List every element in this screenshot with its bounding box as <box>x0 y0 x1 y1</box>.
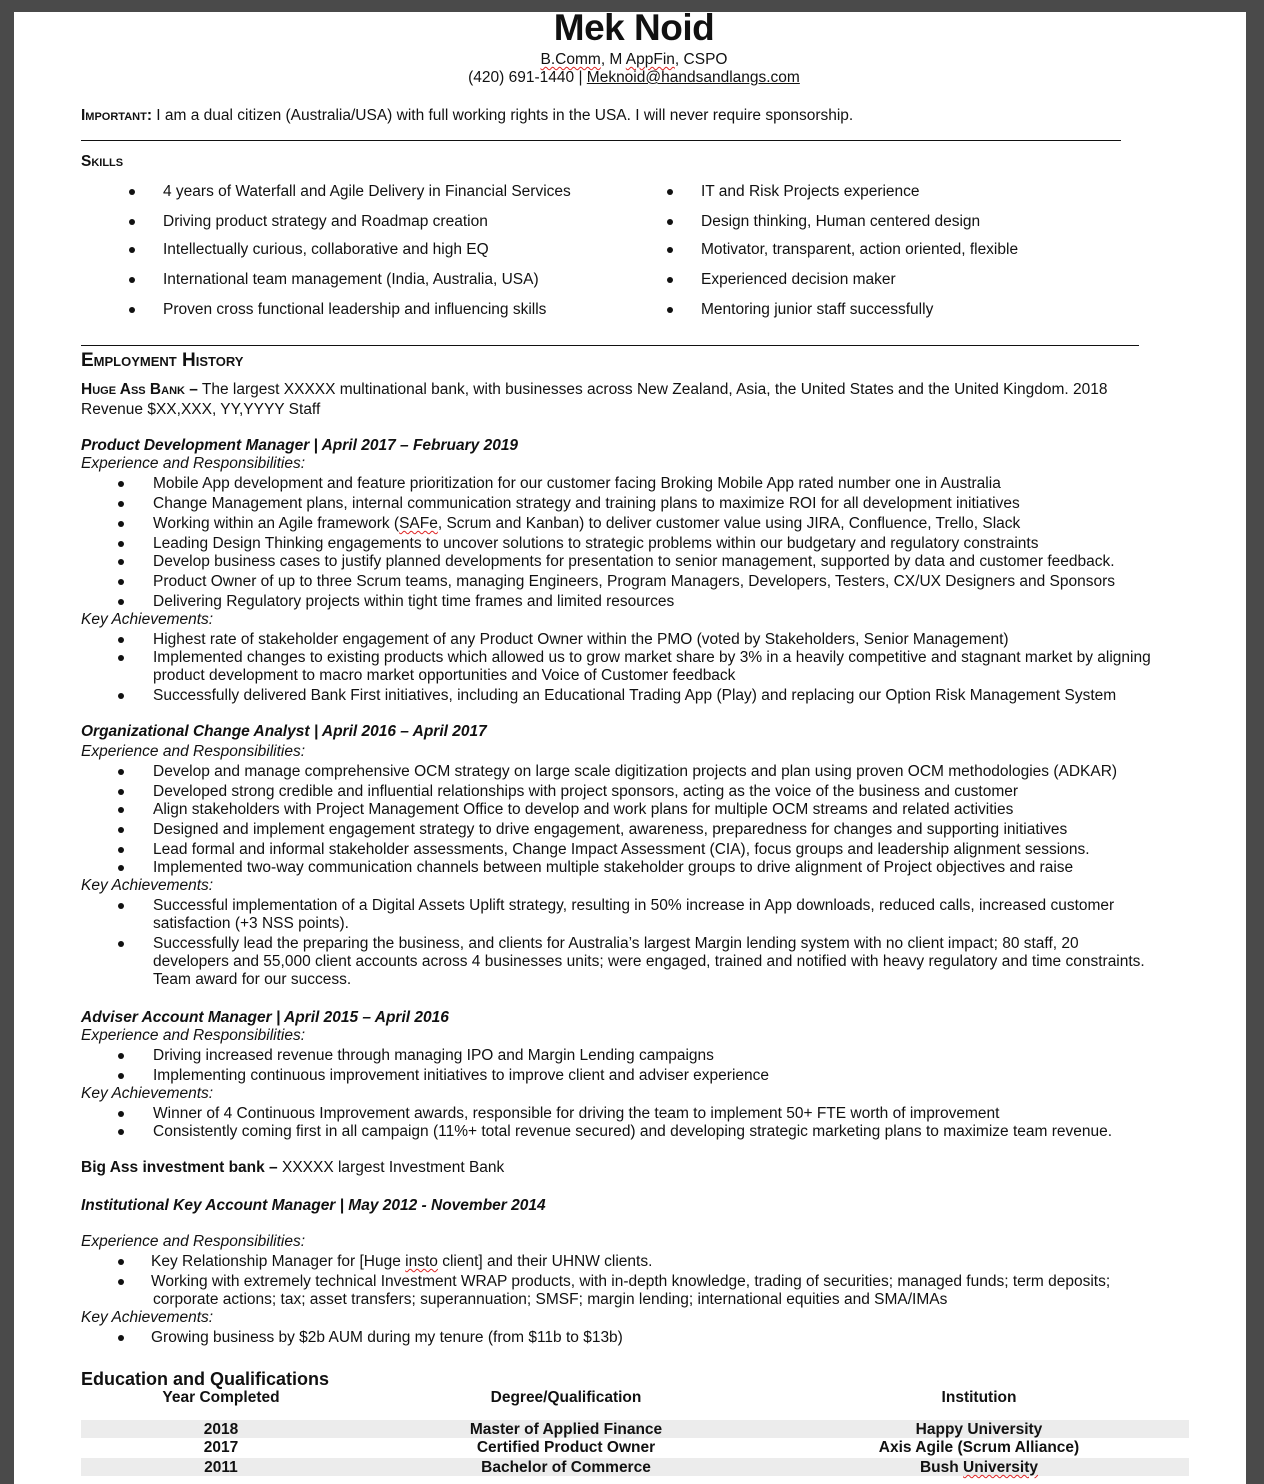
bullet <box>118 541 124 547</box>
achievement-item: Successfully delivered Bank First initiatives, including an Educational Trading App (Play) and replacing our Option Risk Management System <box>153 687 1117 704</box>
institution-cell: Axis Agile (Scrum Alliance) <box>878 1439 1080 1456</box>
divider <box>81 345 1139 346</box>
employment-heading: Employment History <box>81 350 244 371</box>
responsibility-item: Implementing continuous improvement initiatives to improve client and adviser experience <box>153 1067 770 1084</box>
responsibility-item: Working with extremely technical Investment WRAP products, with in-depth knowledge, trading of securities; managed funds; term deposits; <box>151 1273 1111 1290</box>
bullet <box>118 599 124 605</box>
responsibility-item: Leading Design Thinking engagements to uncover solutions to strategic problems within our budgetary and regulatory constraints <box>153 535 1039 552</box>
bullet <box>118 559 124 565</box>
bullet <box>118 941 124 947</box>
experience-label: Experience and Responsibilities: <box>81 1233 306 1250</box>
bullet <box>118 1111 124 1117</box>
bullet <box>118 637 124 643</box>
bullet <box>118 865 124 871</box>
responsibility-item: Delivering Regulatory projects within tight time frames and limited resources <box>153 593 675 610</box>
column-header: Year Completed <box>162 1389 280 1406</box>
column-header: Degree/Qualification <box>490 1389 642 1406</box>
bullet <box>118 807 124 813</box>
skill-item: 4 years of Waterfall and Agile Delivery in Financial Services <box>163 183 571 200</box>
bullet <box>667 219 673 225</box>
achievement-item-cont: product development to macro market opportunities and Voice of Customer feedback <box>153 667 736 684</box>
responsibility-item: Align stakeholders with Project Management Office to develop and work plans for multiple OCM streams and related activities <box>153 801 1014 818</box>
bullet <box>118 521 124 527</box>
achievement-item: Winner of 4 Continuous Improvement awards, responsible for driving the team to implement 50+ FTE worth of improvement <box>153 1105 1000 1122</box>
bullet <box>118 1279 124 1285</box>
achievement-item: Successfully lead the preparing the business, and clients for Australia’s largest Margin lending system with no client impact; 80 staff, 20 <box>153 935 1079 952</box>
skill-item: Driving product strategy and Roadmap creation <box>163 213 488 230</box>
resume-page <box>14 12 1246 1484</box>
bullet <box>118 655 124 661</box>
achievements-label: Key Achievements: <box>81 1085 214 1102</box>
year-cell: 2011 <box>204 1459 238 1476</box>
bullet <box>129 307 135 313</box>
responsibility-item: Key Relationship Manager for [Huge insto client] and their UHNW clients. <box>151 1253 653 1270</box>
bullet <box>667 277 673 283</box>
responsibility-item-cont: corporate actions; tax; asset transfers; superannuation; SMSF; margin lending; international equities and SMA/IMAs <box>153 1291 948 1308</box>
bullet <box>118 1129 124 1135</box>
bullet <box>118 693 124 699</box>
contact-line <box>14 69 1246 87</box>
responsibility-item: Develop and manage comprehensive OCM strategy on large scale digitization projects and plan using proven OCM methodologies (ADKAR) <box>153 763 1118 780</box>
responsibility-item: Mobile App development and feature prioritization for our customer facing Broking Mobile App rated number one in Australia <box>153 475 1001 492</box>
bullet <box>118 847 124 853</box>
experience-label: Experience and Responsibilities: <box>81 455 306 472</box>
bullet <box>118 903 124 909</box>
skill-item: IT and Risk Projects experience <box>701 183 920 200</box>
degree-cell: Bachelor of Commerce <box>481 1459 651 1476</box>
achievement-item: Growing business by $2b AUM during my tenure (from $11b to $13b) <box>151 1329 623 1346</box>
degree-cell: Master of Applied Finance <box>469 1421 663 1438</box>
experience-label: Experience and Responsibilities: <box>81 1027 306 1044</box>
responsibility-item: Lead formal and informal stakeholder assessments, Change Impact Assessment (CIA), focus groups and leadership alignment sessions. <box>153 841 1090 858</box>
achievements-label: Key Achievements: <box>81 877 214 894</box>
achievement-item: Successful implementation of a Digital Assets Uplift strategy, resulting in 50% increase in App downloads, reduced calls, increased customer <box>153 897 1115 914</box>
column-header: Institution <box>941 1389 1017 1406</box>
responsibility-item: Designed and implement engagement strategy to drive engagement, awareness, preparedness for changes and supporting initiatives <box>153 821 1068 838</box>
bullet <box>129 247 135 253</box>
company-description: Huge Ass Bank – The largest XXXXX multinational bank, with businesses across New Zealand, Asia, the United States and the United Kingdom. 2018 <box>81 381 1108 398</box>
company-description-cont: Revenue $XX,XXX, YY,YYYY Staff <box>81 401 321 418</box>
bullet <box>118 1053 124 1059</box>
credentials: B.Comm, M AppFin, CSPO <box>540 51 728 68</box>
bullet <box>118 1335 124 1341</box>
important-note: Important: I am a dual citizen (Australia/USA) with full working rights in the USA. I will never require sponsorship. <box>81 107 854 124</box>
skill-item: Mentoring junior staff successfully <box>701 301 934 318</box>
responsibility-item: Product Owner of up to three Scrum teams, managing Engineers, Program Managers, Developers, Testers, CX/UX Designers and Sponsors <box>153 573 1116 590</box>
phone-number: (420) 691-1440 | <box>468 69 587 86</box>
bullet <box>118 1073 124 1079</box>
responsibility-item: Driving increased revenue through managing IPO and Margin Lending campaigns <box>153 1047 714 1064</box>
year-cell: 2018 <box>203 1421 239 1438</box>
bullet <box>118 827 124 833</box>
experience-label: Experience and Responsibilities: <box>81 743 306 760</box>
responsibility-item: Develop business cases to justify planned developments for presentation to senior management, supported by data and customer feedback. <box>153 553 1115 570</box>
degree-cell: Certified Product Owner <box>476 1439 656 1456</box>
skill-item: International team management (India, Australia, USA) <box>163 271 539 288</box>
achievement-item-cont: Team award for our success. <box>153 971 352 988</box>
achievement-item-cont: developers and 55,000 client accounts across 4 businesses units; were engaged, trained and notified with heavy regulatory and time constraints. <box>153 953 1145 970</box>
job-title: Adviser Account Manager | April 2015 – April 2016 <box>81 1009 449 1026</box>
achievements-label: Key Achievements: <box>81 611 214 628</box>
bullet <box>118 789 124 795</box>
year-cell: 2017 <box>203 1439 239 1456</box>
institution-cell: Happy University <box>915 1421 1043 1438</box>
skill-item: Intellectually curious, collaborative and high EQ <box>163 241 489 258</box>
skill-item: Motivator, transparent, action oriented, flexible <box>701 241 1019 258</box>
candidate-name: Mek Noid <box>553 12 715 48</box>
skill-item: Experienced decision maker <box>701 271 896 288</box>
skill-item: Proven cross functional leadership and influencing skills <box>163 301 547 318</box>
institution-cell: Bush University <box>919 1459 1038 1476</box>
achievement-item: Consistently coming first in all campaign (11%+ total revenue secured) and developing strategic marketing plans to maximize team revenue. <box>153 1123 1113 1140</box>
bullet <box>129 189 135 195</box>
bullet <box>118 481 124 487</box>
education-heading: Education and Qualifications <box>81 1369 330 1389</box>
responsibility-item: Working within an Agile framework (SAFe, Scrum and Kanban) to deliver customer value using JIRA, Confluence, Trello, Slack <box>153 515 1021 532</box>
bullet <box>118 501 124 507</box>
bullet <box>118 769 124 775</box>
bullet <box>118 1259 124 1265</box>
job-title: Institutional Key Account Manager | May 2012 - November 2014 <box>81 1197 546 1214</box>
skill-item: Design thinking, Human centered design <box>701 213 981 230</box>
achievement-item: Highest rate of stakeholder engagement of any Product Owner within the PMO (voted by Stakeholders, Senior Management) <box>153 631 1009 648</box>
job-title: Product Development Manager | April 2017 – February 2019 <box>81 437 519 454</box>
achievement-item: Implemented changes to existing products which allowed us to grow market share by 3% in a heavily competitive and stagnant market by aligning <box>153 649 1151 666</box>
bullet <box>667 247 673 253</box>
achievement-item-cont: satisfaction (+3 NSS points). <box>153 915 349 932</box>
achievements-label: Key Achievements: <box>81 1309 214 1326</box>
bullet <box>118 579 124 585</box>
skills-heading: Skills <box>81 153 124 170</box>
bullet <box>129 277 135 283</box>
responsibility-item: Change Management plans, internal communication strategy and training plans to maximize ROI for all development initiatives <box>153 495 1020 512</box>
job-title: Organizational Change Analyst | April 2016 – April 2017 <box>81 723 487 740</box>
bullet <box>129 219 135 225</box>
responsibility-item: Developed strong credible and influential relationships with project sponsors, acting as the voice of the business and customer <box>153 783 1019 800</box>
company-description: Big Ass investment bank – XXXXX largest Investment Bank <box>81 1159 505 1176</box>
bullet <box>667 189 673 195</box>
divider <box>81 140 1121 141</box>
responsibility-item: Implemented two-way communication channels between multiple stakeholder groups to drive alignment of Project objectives and raise <box>153 859 1074 876</box>
bullet <box>667 307 673 313</box>
email-link[interactable]: Meknoid@handsandlangs.com <box>586 69 800 86</box>
